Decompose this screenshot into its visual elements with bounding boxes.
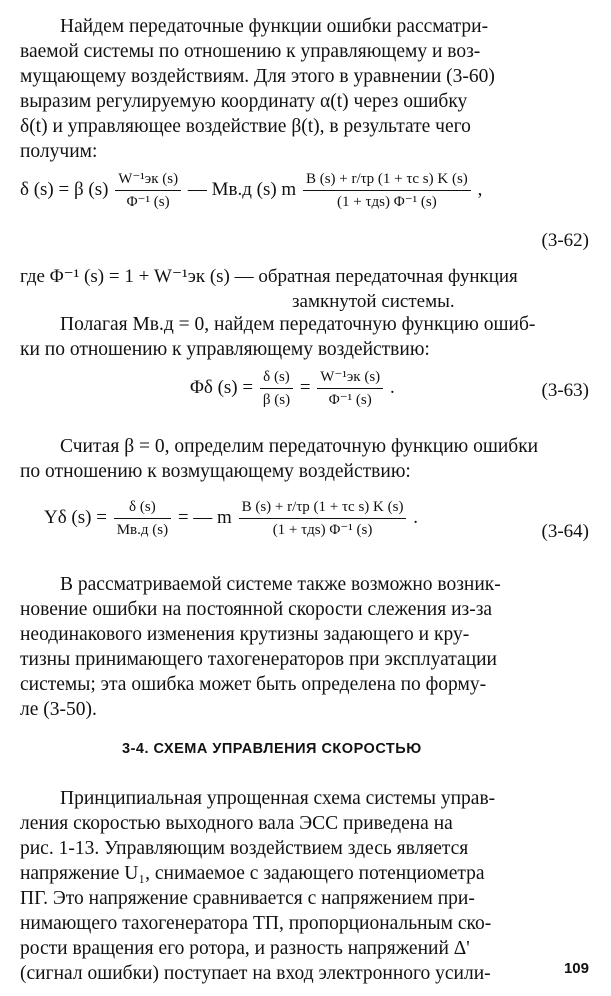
eq-term: = — m bbox=[177, 506, 232, 528]
equation-number: (3-63) bbox=[541, 380, 589, 401]
paragraph-error-note bbox=[20, 572, 591, 722]
paragraph-disturbance bbox=[20, 434, 591, 484]
text-line: выразим регулируемую координату α(t) через ошибку bbox=[20, 91, 468, 112]
eq-sign: = bbox=[299, 376, 311, 398]
fraction bbox=[303, 168, 471, 213]
text-line: мущающему воздействиям. Для этого в уравнении (3-60) bbox=[20, 66, 495, 87]
text-line: Принципиальная упрощенная схема системы управ- bbox=[60, 788, 496, 809]
eq-comma: , bbox=[477, 178, 483, 200]
equation-number: (3-62) bbox=[541, 230, 589, 251]
equation-3-62 bbox=[20, 168, 482, 213]
text-line: нимающего тахогенератора ТП, пропорциональным ско- bbox=[20, 913, 492, 934]
fraction-numerator: δ (s) bbox=[114, 496, 171, 519]
where-line: замкнутой системы. bbox=[292, 291, 455, 312]
text-line: Полагая Mв.д = 0, найдем передаточную функцию ошиб- bbox=[60, 314, 536, 335]
eq-lhs: δ (s) = β (s) bbox=[20, 178, 109, 200]
fraction-denominator: (1 + τдs) Φ⁻¹ (s) bbox=[337, 194, 437, 210]
eq-lhs: Yδ (s) = bbox=[44, 506, 107, 528]
text-line: рис. 1-13. Управляющим воздействием здесь является bbox=[20, 838, 469, 859]
fraction bbox=[114, 496, 171, 541]
paragraph-intro bbox=[20, 14, 591, 164]
fraction-denominator: Φ⁻¹ (s) bbox=[328, 392, 372, 408]
where-line: где Φ⁻¹ (s) = 1 + W⁻¹эк (s) — обратная передаточная функция bbox=[20, 266, 518, 287]
eq-dot: . bbox=[413, 506, 418, 528]
fraction-denominator: Φ⁻¹ (s) bbox=[126, 194, 170, 210]
text-line: (сигнал ошибки) поступает на вход электронного усили- bbox=[20, 963, 491, 984]
fraction bbox=[317, 366, 383, 411]
paragraph-control bbox=[20, 312, 591, 362]
equation-number: (3-64) bbox=[541, 521, 589, 542]
page-number: 109 bbox=[563, 960, 589, 977]
text-line: Считая β = 0, определим передаточную функцию ошибки bbox=[60, 436, 539, 457]
fraction-denominator: Mв.д (s) bbox=[116, 522, 169, 538]
fraction-numerator: W⁻¹эк (s) bbox=[317, 366, 383, 389]
fraction bbox=[239, 496, 407, 541]
fraction-denominator: (1 + τдs) Φ⁻¹ (s) bbox=[272, 522, 373, 538]
equation-3-63 bbox=[190, 366, 395, 411]
text-line: новение ошибки на постоянной скорости слежения из-за bbox=[20, 599, 493, 620]
where-clause bbox=[20, 264, 518, 314]
fraction-denominator: β (s) bbox=[262, 392, 291, 408]
text-line: ки по отношению к управляющему воздействию: bbox=[20, 339, 430, 360]
paragraph-speed-control bbox=[20, 786, 591, 986]
fraction-numerator: W⁻¹эк (s) bbox=[115, 168, 181, 191]
text-line: по отношению к возмущающему воздействию: bbox=[20, 461, 411, 482]
eq-lhs: Φδ (s) = bbox=[190, 376, 254, 398]
text-line: Найдем передаточные функции ошибки рассматри- bbox=[60, 16, 489, 37]
fraction-numerator: δ (s) bbox=[260, 366, 293, 389]
text-line: В рассматриваемой системе также возможно возник- bbox=[60, 574, 501, 595]
eq-dot: . bbox=[389, 376, 395, 398]
fraction bbox=[115, 168, 181, 213]
text-line: неодинакового изменения крутизны задающего и кру- bbox=[20, 624, 470, 645]
fraction bbox=[260, 366, 293, 411]
text-line: δ(t) и управляющее воздействие β(t), в результате чего bbox=[20, 116, 471, 137]
text-line: ваемой системы по отношению к управляющему и воз- bbox=[20, 41, 481, 62]
fraction-numerator: B (s) + r/τр (1 + τс s) K (s) bbox=[303, 168, 471, 191]
eq-term: — Mв.д (s) m bbox=[187, 178, 297, 200]
text-line: получим: bbox=[20, 141, 98, 162]
text-line: ле (3-50). bbox=[20, 699, 97, 720]
text-line: рости вращения его ротора, и разность напряжений Δ' bbox=[20, 938, 470, 959]
text-line: ПГ. Это напряжение сравнивается с напряжением при- bbox=[20, 888, 475, 909]
fraction-numerator: B (s) + r/τр (1 + τс s) K (s) bbox=[239, 496, 407, 519]
text-line: тизны принимающего тахогенераторов при эксплуатации bbox=[20, 649, 497, 670]
section-heading: 3-4. СХЕМА УПРАВЛЕНИЯ СКОРОСТЬЮ bbox=[122, 741, 422, 757]
text-line: ления скоростью выходного вала ЭСС приведена на bbox=[20, 813, 453, 834]
text-line: напряжение U₁, снимаемое с задающего потенциометра bbox=[20, 863, 485, 884]
text-line: системы; эта ошибка может быть определена по форму- bbox=[20, 674, 487, 695]
equation-3-64 bbox=[44, 496, 418, 541]
